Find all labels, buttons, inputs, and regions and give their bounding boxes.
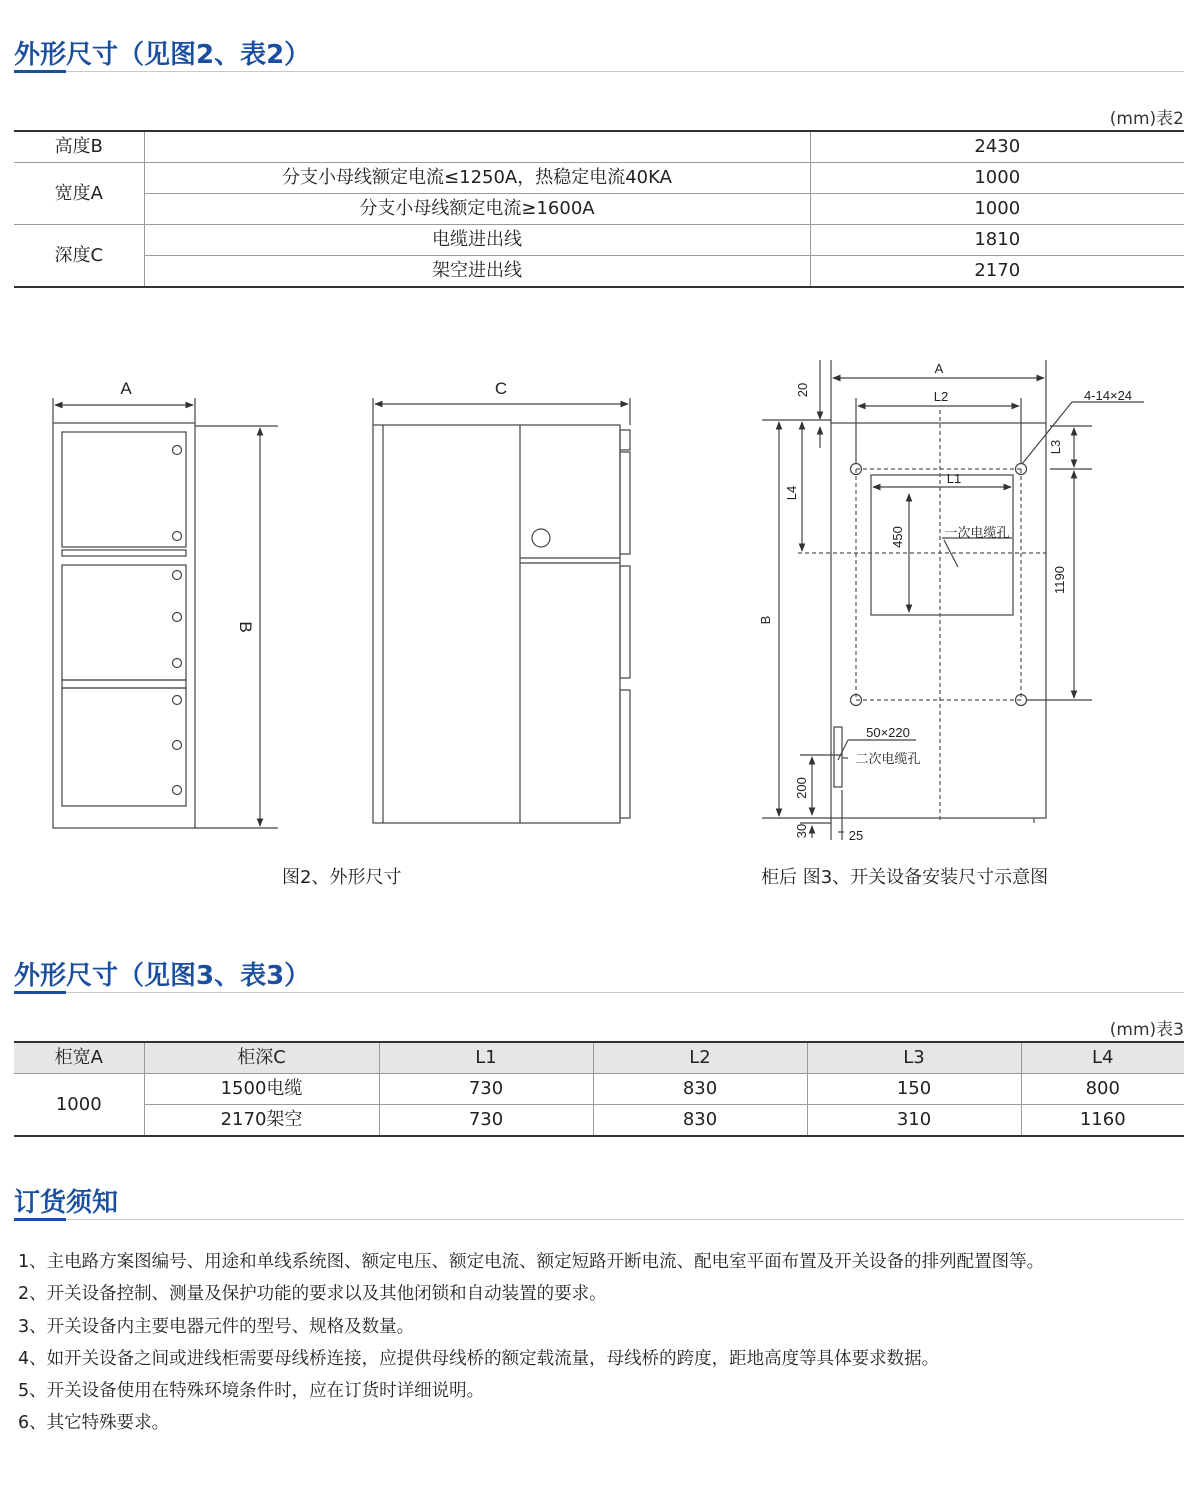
dim-label-a: A — [120, 379, 132, 398]
dim-label-20: 20 — [795, 382, 810, 398]
mounting-dimensions-table — [14, 1041, 1184, 1137]
dim-label-l4: L4 — [784, 485, 799, 501]
dim-label-30: 30 — [794, 823, 809, 839]
column-header: L4 — [1021, 1042, 1184, 1074]
section-divider — [14, 1219, 1184, 1220]
table-row — [14, 1074, 1184, 1105]
row-value: 1000 — [810, 163, 1184, 194]
l3-cell: 150 — [807, 1074, 1021, 1105]
list-item: 4、如开关设备之间或进线柜需要母线桥连接，应提供母线桥的额定载流量，母线桥的跨度，距地高度等具体要求数据。 — [18, 1348, 940, 1369]
dim-label-l1: L1 — [946, 471, 962, 486]
row-condition: 分支小母线额定电流≥1600A — [359, 198, 595, 219]
dim-label-200: 200 — [794, 777, 809, 799]
table-row — [14, 225, 1184, 256]
row-label: 深度C — [14, 225, 144, 288]
column-header: 柜宽A — [54, 1047, 103, 1068]
table-row — [14, 194, 1184, 225]
secondary-cable-hole-label: 二次电缆孔 — [855, 751, 921, 766]
row-value: 2170 — [810, 256, 1184, 288]
mounting-plan-drawing — [762, 360, 1144, 840]
figure3-caption: 柜后 图3、开关设备安装尺寸示意图 — [761, 867, 1049, 888]
dim-label-b-plan: B — [758, 615, 773, 625]
ordering-notes-list — [18, 1246, 1044, 1440]
section-divider — [14, 71, 1184, 72]
dim-label-l3: L3 — [1048, 439, 1063, 455]
l2-cell: 830 — [593, 1074, 807, 1105]
unit-note: (mm)表2 — [1109, 109, 1184, 129]
cabinet-width-value: 1000 — [14, 1074, 144, 1137]
primary-cable-hole-label: 一次电缆孔 — [944, 525, 1010, 540]
table-row — [14, 163, 1184, 194]
table-header-row — [14, 1042, 1184, 1074]
dim-label-a-plan: A — [934, 361, 944, 376]
l4-cell: 1160 — [1021, 1105, 1184, 1137]
dim-label-1190: 1190 — [1052, 566, 1067, 594]
row-label: 高度B — [14, 131, 144, 163]
side-view-drawing — [373, 398, 630, 823]
cabinet-depth-cell: 1500电缆 — [144, 1074, 379, 1105]
dim-label-25: 25 — [848, 828, 864, 843]
section-title-ordering-notes: 订货须知 — [14, 1188, 119, 1218]
unit-note: (mm)表3 — [1109, 1020, 1184, 1040]
row-value: 2430 — [810, 131, 1184, 163]
l4-cell: 800 — [1021, 1074, 1184, 1105]
l1-cell: 730 — [379, 1105, 593, 1137]
section-title-dimensions-table2: 外形尺寸（见图2、表2） — [14, 40, 311, 70]
dim-label-450: 450 — [890, 526, 905, 548]
list-item: 5、开关设备使用在特殊环境条件时，应在订货时详细说明。 — [18, 1381, 485, 1402]
list-item: 6、其它特殊要求。 — [18, 1413, 170, 1434]
list-item: 2、开关设备控制、测量及保护功能的要求以及其他闭锁和自动装置的要求。 — [18, 1284, 607, 1305]
table-row — [14, 1105, 1184, 1137]
dim-label-b: B — [236, 621, 255, 633]
technical-drawings — [0, 340, 1200, 900]
section-title-dimensions-table3: 外形尺寸（见图3、表3） — [14, 961, 311, 991]
l2-cell: 830 — [593, 1105, 807, 1137]
row-condition: 分支小母线额定电流≤1250A，热稳定电流40KA — [144, 163, 810, 194]
column-header: 柜深C — [144, 1042, 379, 1074]
table-row — [14, 131, 1184, 163]
row-value: 1000 — [810, 194, 1184, 225]
column-header: L3 — [807, 1042, 1021, 1074]
l1-cell: 730 — [379, 1074, 593, 1105]
row-value: 1810 — [810, 225, 1184, 256]
figure2-caption: 图2、外形尺寸 — [282, 867, 402, 888]
dim-label-c: C — [494, 379, 508, 398]
row-condition — [144, 131, 810, 163]
list-item: 1、主电路方案图编号、用途和单线系统图、额定电压、额定电流、额定短路开断电流、配电室平面布置及开关设备的排列配置图等。 — [18, 1252, 1045, 1272]
row-condition: 架空进出线 — [432, 260, 522, 281]
secondary-hole-size-label: 50×220 — [866, 725, 910, 740]
l3-cell: 310 — [807, 1105, 1021, 1137]
cabinet-depth-cell: 2170架空 — [220, 1109, 303, 1130]
column-header: L2 — [593, 1042, 807, 1074]
front-view-drawing — [53, 398, 278, 828]
column-header: L1 — [379, 1042, 593, 1074]
dim-label-l2: L2 — [933, 389, 949, 404]
table-row — [14, 256, 1184, 288]
row-condition: 电缆进出线 — [144, 225, 810, 256]
list-item: 3、开关设备内主要电器元件的型号、规格及数量。 — [18, 1316, 415, 1337]
hole-spec-label: 4-14×24 — [1083, 388, 1133, 403]
section-divider — [14, 992, 1184, 993]
row-label: 宽度A — [14, 163, 144, 225]
dimensions-table — [14, 130, 1184, 288]
